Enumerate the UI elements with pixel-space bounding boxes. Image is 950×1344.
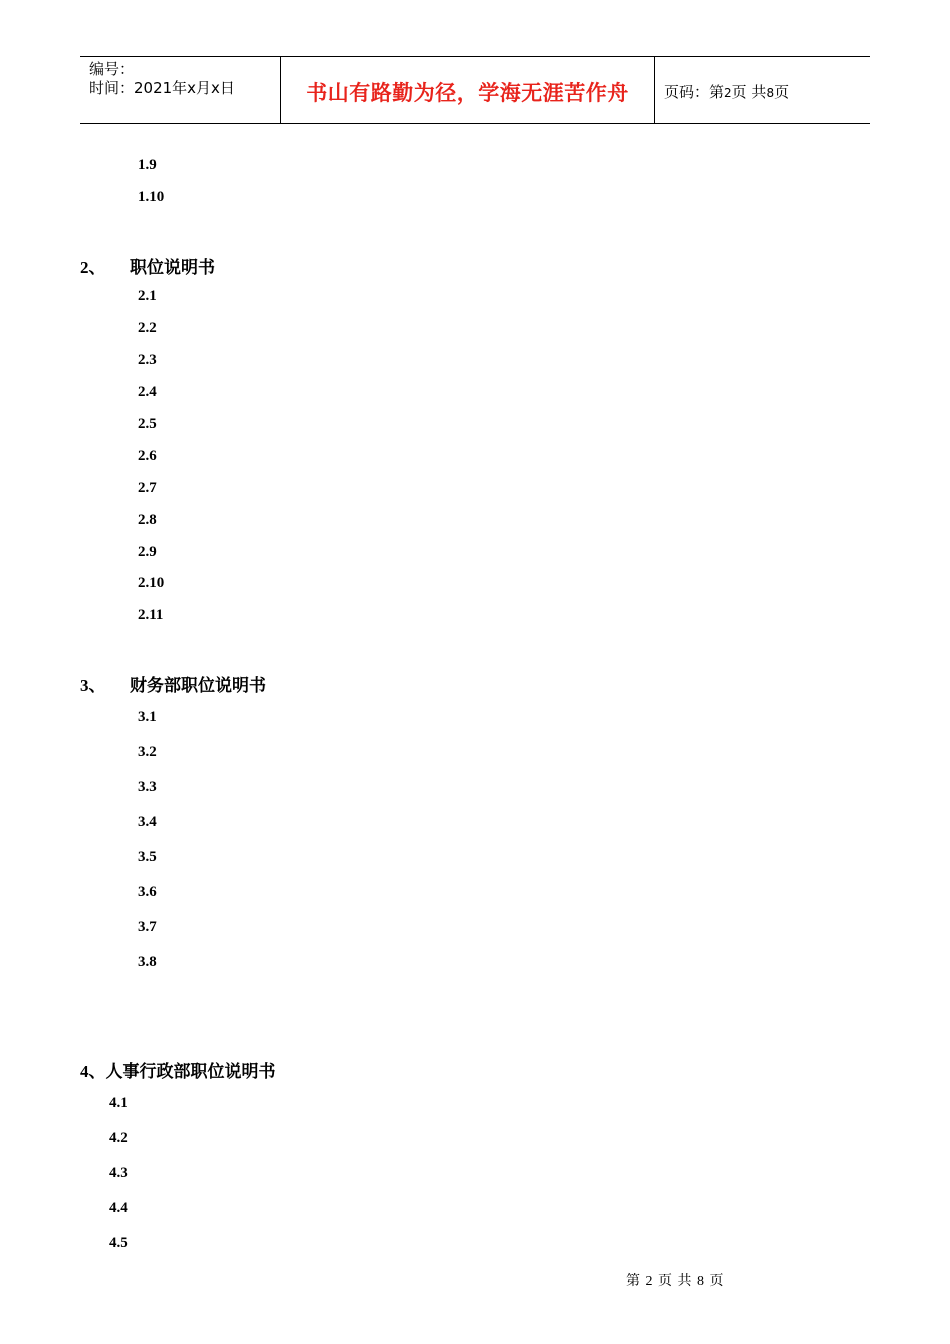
toc-item: 3.7: [138, 919, 157, 935]
toc-item: 3.3: [138, 779, 157, 795]
toc-item: 2.2: [138, 320, 157, 336]
page-mid: 页 共: [731, 83, 767, 101]
toc-item: 2.4: [138, 384, 157, 400]
section-number: 3、: [80, 676, 106, 695]
page-footer: 第 2 页 共 8 页: [626, 1274, 725, 1289]
toc-item: 4.1: [109, 1095, 128, 1111]
section-title: 财务部职位说明书: [130, 676, 266, 696]
toc-item: 3.8: [138, 954, 157, 970]
page-prefix: 页码：第: [664, 83, 725, 101]
toc-item: 4.3: [109, 1165, 128, 1181]
toc-item: 2.7: [138, 480, 157, 496]
section-title: 人事行政部职位说明书: [105, 1062, 276, 1082]
header-motto: 书山有路勤为径，学海无涯苦作舟: [306, 81, 629, 105]
toc-item: 4.2: [109, 1130, 128, 1146]
section-title: 职位说明书: [130, 258, 215, 278]
document-time-label: 时间：2021年x月x日: [89, 79, 235, 97]
toc-item: 2.5: [138, 416, 157, 432]
toc-item: 4.5: [109, 1235, 128, 1251]
toc-item: 2.6: [138, 448, 157, 464]
section-heading: [80, 253, 106, 278]
toc-item: 2.3: [138, 352, 157, 368]
toc-item: 3.2: [138, 744, 157, 760]
section-heading: [80, 671, 106, 696]
document-number-label: 编号：: [89, 60, 135, 78]
toc-item: 2.1: [138, 288, 157, 304]
toc-item: 3.1: [138, 709, 157, 725]
section-number: 4、: [80, 1062, 106, 1081]
toc-item: 3.6: [138, 884, 157, 900]
page-total: 8: [766, 86, 775, 100]
toc-item: 2.10: [138, 575, 165, 591]
page-number: 2: [724, 86, 732, 100]
toc-item: 2.8: [138, 512, 157, 528]
toc-item: 3.4: [138, 814, 157, 830]
toc-item: 1.10: [138, 189, 165, 205]
toc-item: 4.4: [109, 1200, 128, 1216]
toc-item: 2.11: [138, 607, 164, 623]
page-suffix: 页: [774, 83, 790, 101]
section-heading: [80, 1057, 276, 1082]
toc-item: 2.9: [138, 544, 157, 560]
toc-item: 3.5: [138, 849, 157, 865]
toc-item: 1.9: [138, 157, 157, 173]
section-number: 2、: [80, 258, 106, 277]
